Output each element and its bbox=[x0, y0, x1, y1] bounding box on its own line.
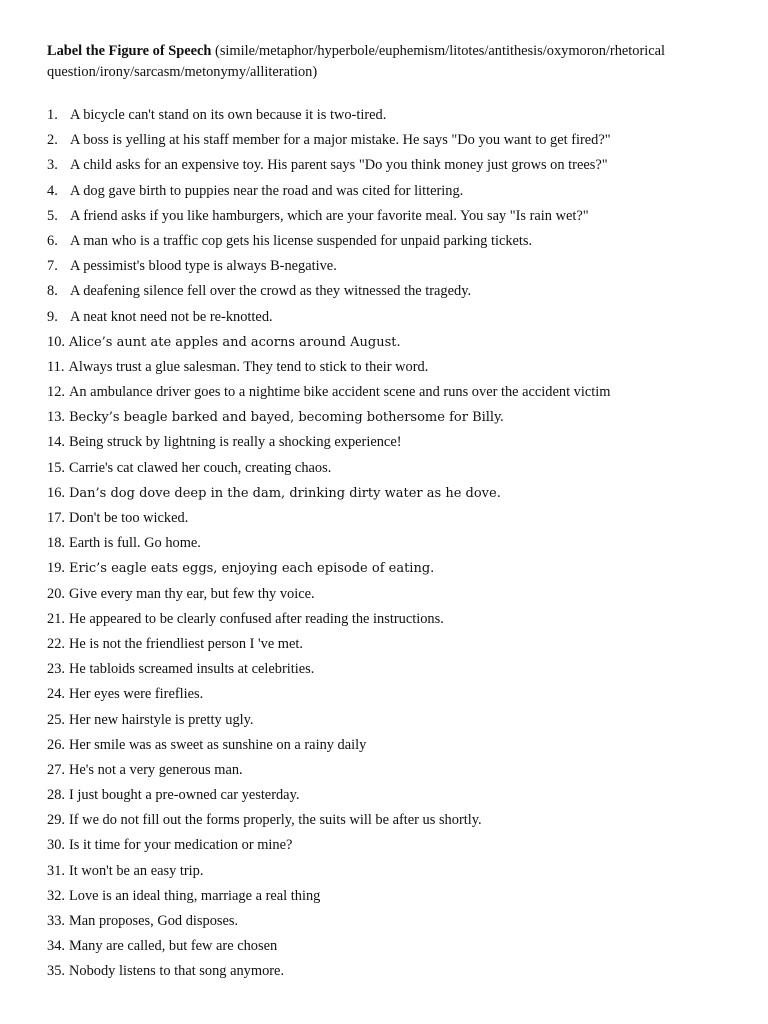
question-text: A child asks for an expensive toy. His parent says "Do you think money just grows on trees?" bbox=[70, 157, 608, 174]
question-item bbox=[47, 531, 747, 556]
question-number: 7. bbox=[47, 258, 58, 275]
question-text: Her eyes were fireflies. bbox=[69, 686, 204, 703]
question-text: A dog gave birth to puppies near the road and was cited for littering. bbox=[70, 182, 464, 199]
question-number: 22. bbox=[47, 635, 65, 652]
question-number: 8. bbox=[47, 283, 58, 300]
question-item bbox=[47, 204, 747, 229]
question-item bbox=[47, 456, 747, 481]
question-item bbox=[47, 430, 747, 455]
question-item bbox=[47, 556, 747, 581]
question-text: Becky’s beagle barked and bayed, becoming bothersome for Billy. bbox=[69, 410, 504, 426]
question-text: Her new hairstyle is pretty ugly. bbox=[69, 711, 254, 728]
question-list bbox=[47, 103, 747, 985]
question-item bbox=[47, 959, 747, 984]
question-text: Alice’s aunt ate apples and acorns around August. bbox=[69, 334, 401, 350]
question-text: He appeared to be clearly confused after reading the instructions. bbox=[69, 610, 444, 627]
question-item bbox=[47, 859, 747, 884]
question-item bbox=[47, 884, 747, 909]
question-text: If we do not fill out the forms properly, the suits will be after us shortly. bbox=[69, 812, 482, 829]
question-text: A bicycle can't stand on its own because it is two-tired. bbox=[70, 107, 387, 123]
question-item bbox=[47, 808, 747, 833]
question-text: A boss is yelling at his staff member for a major mistake. He says "Do you want to get fired?" bbox=[70, 132, 611, 149]
question-item bbox=[47, 330, 747, 355]
question-text: Is it time for your medication or mine? bbox=[69, 837, 293, 854]
question-text: Earth is full. Go home. bbox=[69, 535, 201, 552]
worksheet-header bbox=[47, 41, 737, 83]
question-item bbox=[47, 733, 747, 758]
question-number: 17. bbox=[47, 510, 65, 526]
question-text: A pessimist's blood type is always B-negative. bbox=[70, 258, 337, 275]
question-number: 18. bbox=[47, 535, 65, 552]
question-number: 26. bbox=[47, 736, 65, 753]
question-text: He is not the friendliest person I 've met. bbox=[69, 635, 303, 652]
question-item bbox=[47, 657, 747, 682]
question-number: 34. bbox=[47, 938, 65, 955]
question-text: An ambulance driver goes to a nightime bike accident scene and runs over the accident victim bbox=[69, 384, 611, 401]
question-item bbox=[47, 355, 747, 380]
question-item bbox=[47, 758, 747, 783]
worksheet-title: Label the Figure of Speech bbox=[47, 43, 212, 59]
question-number: 9. bbox=[47, 308, 58, 325]
question-item bbox=[47, 305, 747, 330]
question-text: Being struck by lightning is really a shocking experience! bbox=[69, 434, 402, 451]
question-item bbox=[47, 632, 747, 657]
question-text: A deafening silence fell over the crowd as they witnessed the tragedy. bbox=[70, 283, 472, 300]
question-number: 31. bbox=[47, 862, 65, 879]
question-text: Love is an ideal thing, marriage a real thing bbox=[69, 887, 321, 904]
figure-of-speech-options: (simile/metaphor/hyperbole/euphemism/litotes/antithesis/oxymoron/rhetorical question/irony/sarcasm/metonymy/alliteration) bbox=[47, 43, 666, 80]
question-number: 14. bbox=[47, 434, 65, 451]
question-number: 27. bbox=[47, 761, 65, 778]
question-number: 4. bbox=[47, 182, 58, 199]
question-item bbox=[47, 254, 747, 279]
question-number: 19. bbox=[47, 560, 65, 577]
question-item bbox=[47, 179, 747, 204]
question-item bbox=[47, 229, 747, 254]
question-number: 2. bbox=[47, 132, 58, 149]
question-number: 25. bbox=[47, 711, 65, 728]
question-item bbox=[47, 405, 747, 430]
question-number: 30. bbox=[47, 837, 65, 854]
question-item bbox=[47, 128, 747, 153]
question-number: 1. bbox=[47, 107, 58, 123]
question-number: 20. bbox=[47, 585, 65, 602]
question-text: It won't be an easy trip. bbox=[69, 862, 204, 879]
question-text: He tabloids screamed insults at celebrities. bbox=[69, 661, 315, 678]
question-text: Give every man thy ear, but few thy voice. bbox=[69, 585, 315, 602]
question-number: 35. bbox=[47, 963, 65, 980]
question-text: Always trust a glue salesman. They tend to stick to their word. bbox=[68, 358, 429, 375]
question-number: 23. bbox=[47, 661, 65, 678]
question-text: I just bought a pre-owned car yesterday. bbox=[69, 787, 300, 804]
question-item bbox=[47, 153, 747, 178]
question-item bbox=[47, 582, 747, 607]
question-text: Eric’s eagle eats eggs, enjoying each episode of eating. bbox=[69, 561, 435, 577]
question-number: 32. bbox=[47, 887, 65, 904]
question-number: 10. bbox=[47, 333, 65, 350]
question-text: He's not a very generous man. bbox=[69, 761, 243, 778]
question-number: 33. bbox=[47, 913, 65, 929]
question-number: 29. bbox=[47, 812, 65, 829]
question-number: 6. bbox=[47, 232, 58, 249]
question-number: 24. bbox=[47, 686, 65, 703]
question-text: Carrie's cat clawed her couch, creating chaos. bbox=[69, 459, 332, 476]
question-item bbox=[47, 833, 747, 858]
question-item bbox=[47, 481, 747, 506]
question-number: 3. bbox=[47, 157, 58, 174]
question-item bbox=[47, 279, 747, 304]
question-text: Dan’s dog dove deep in the dam, drinking dirty water as he dove. bbox=[69, 485, 501, 501]
question-text: A man who is a traffic cop gets his license suspended for unpaid parking tickets. bbox=[70, 232, 533, 249]
question-item bbox=[47, 708, 747, 733]
question-item bbox=[47, 682, 747, 707]
question-item bbox=[47, 380, 747, 405]
question-number: 12. bbox=[47, 384, 65, 401]
question-item bbox=[47, 506, 747, 531]
question-number: 11. bbox=[47, 358, 65, 375]
question-item bbox=[47, 607, 747, 632]
question-text: Nobody listens to that song anymore. bbox=[69, 963, 285, 980]
question-number: 28. bbox=[47, 787, 65, 804]
question-text: A friend asks if you like hamburgers, which are your favorite meal. You say "Is rain wet?" bbox=[70, 207, 589, 224]
question-item bbox=[47, 909, 747, 934]
question-text: A neat knot need not be re-knotted. bbox=[70, 308, 273, 325]
question-number: 15. bbox=[47, 459, 65, 476]
question-text: Man proposes, God disposes. bbox=[69, 913, 239, 929]
question-number: 5. bbox=[47, 207, 58, 224]
question-number: 13. bbox=[47, 409, 65, 426]
question-item bbox=[47, 783, 747, 808]
question-text: Her smile was as sweet as sunshine on a rainy daily bbox=[69, 736, 367, 753]
question-item bbox=[47, 934, 747, 959]
question-number: 21. bbox=[47, 610, 65, 627]
question-item bbox=[47, 103, 747, 128]
question-text: Many are called, but few are chosen bbox=[69, 938, 278, 955]
question-text: Don't be too wicked. bbox=[69, 510, 189, 526]
question-number: 16. bbox=[47, 484, 65, 501]
